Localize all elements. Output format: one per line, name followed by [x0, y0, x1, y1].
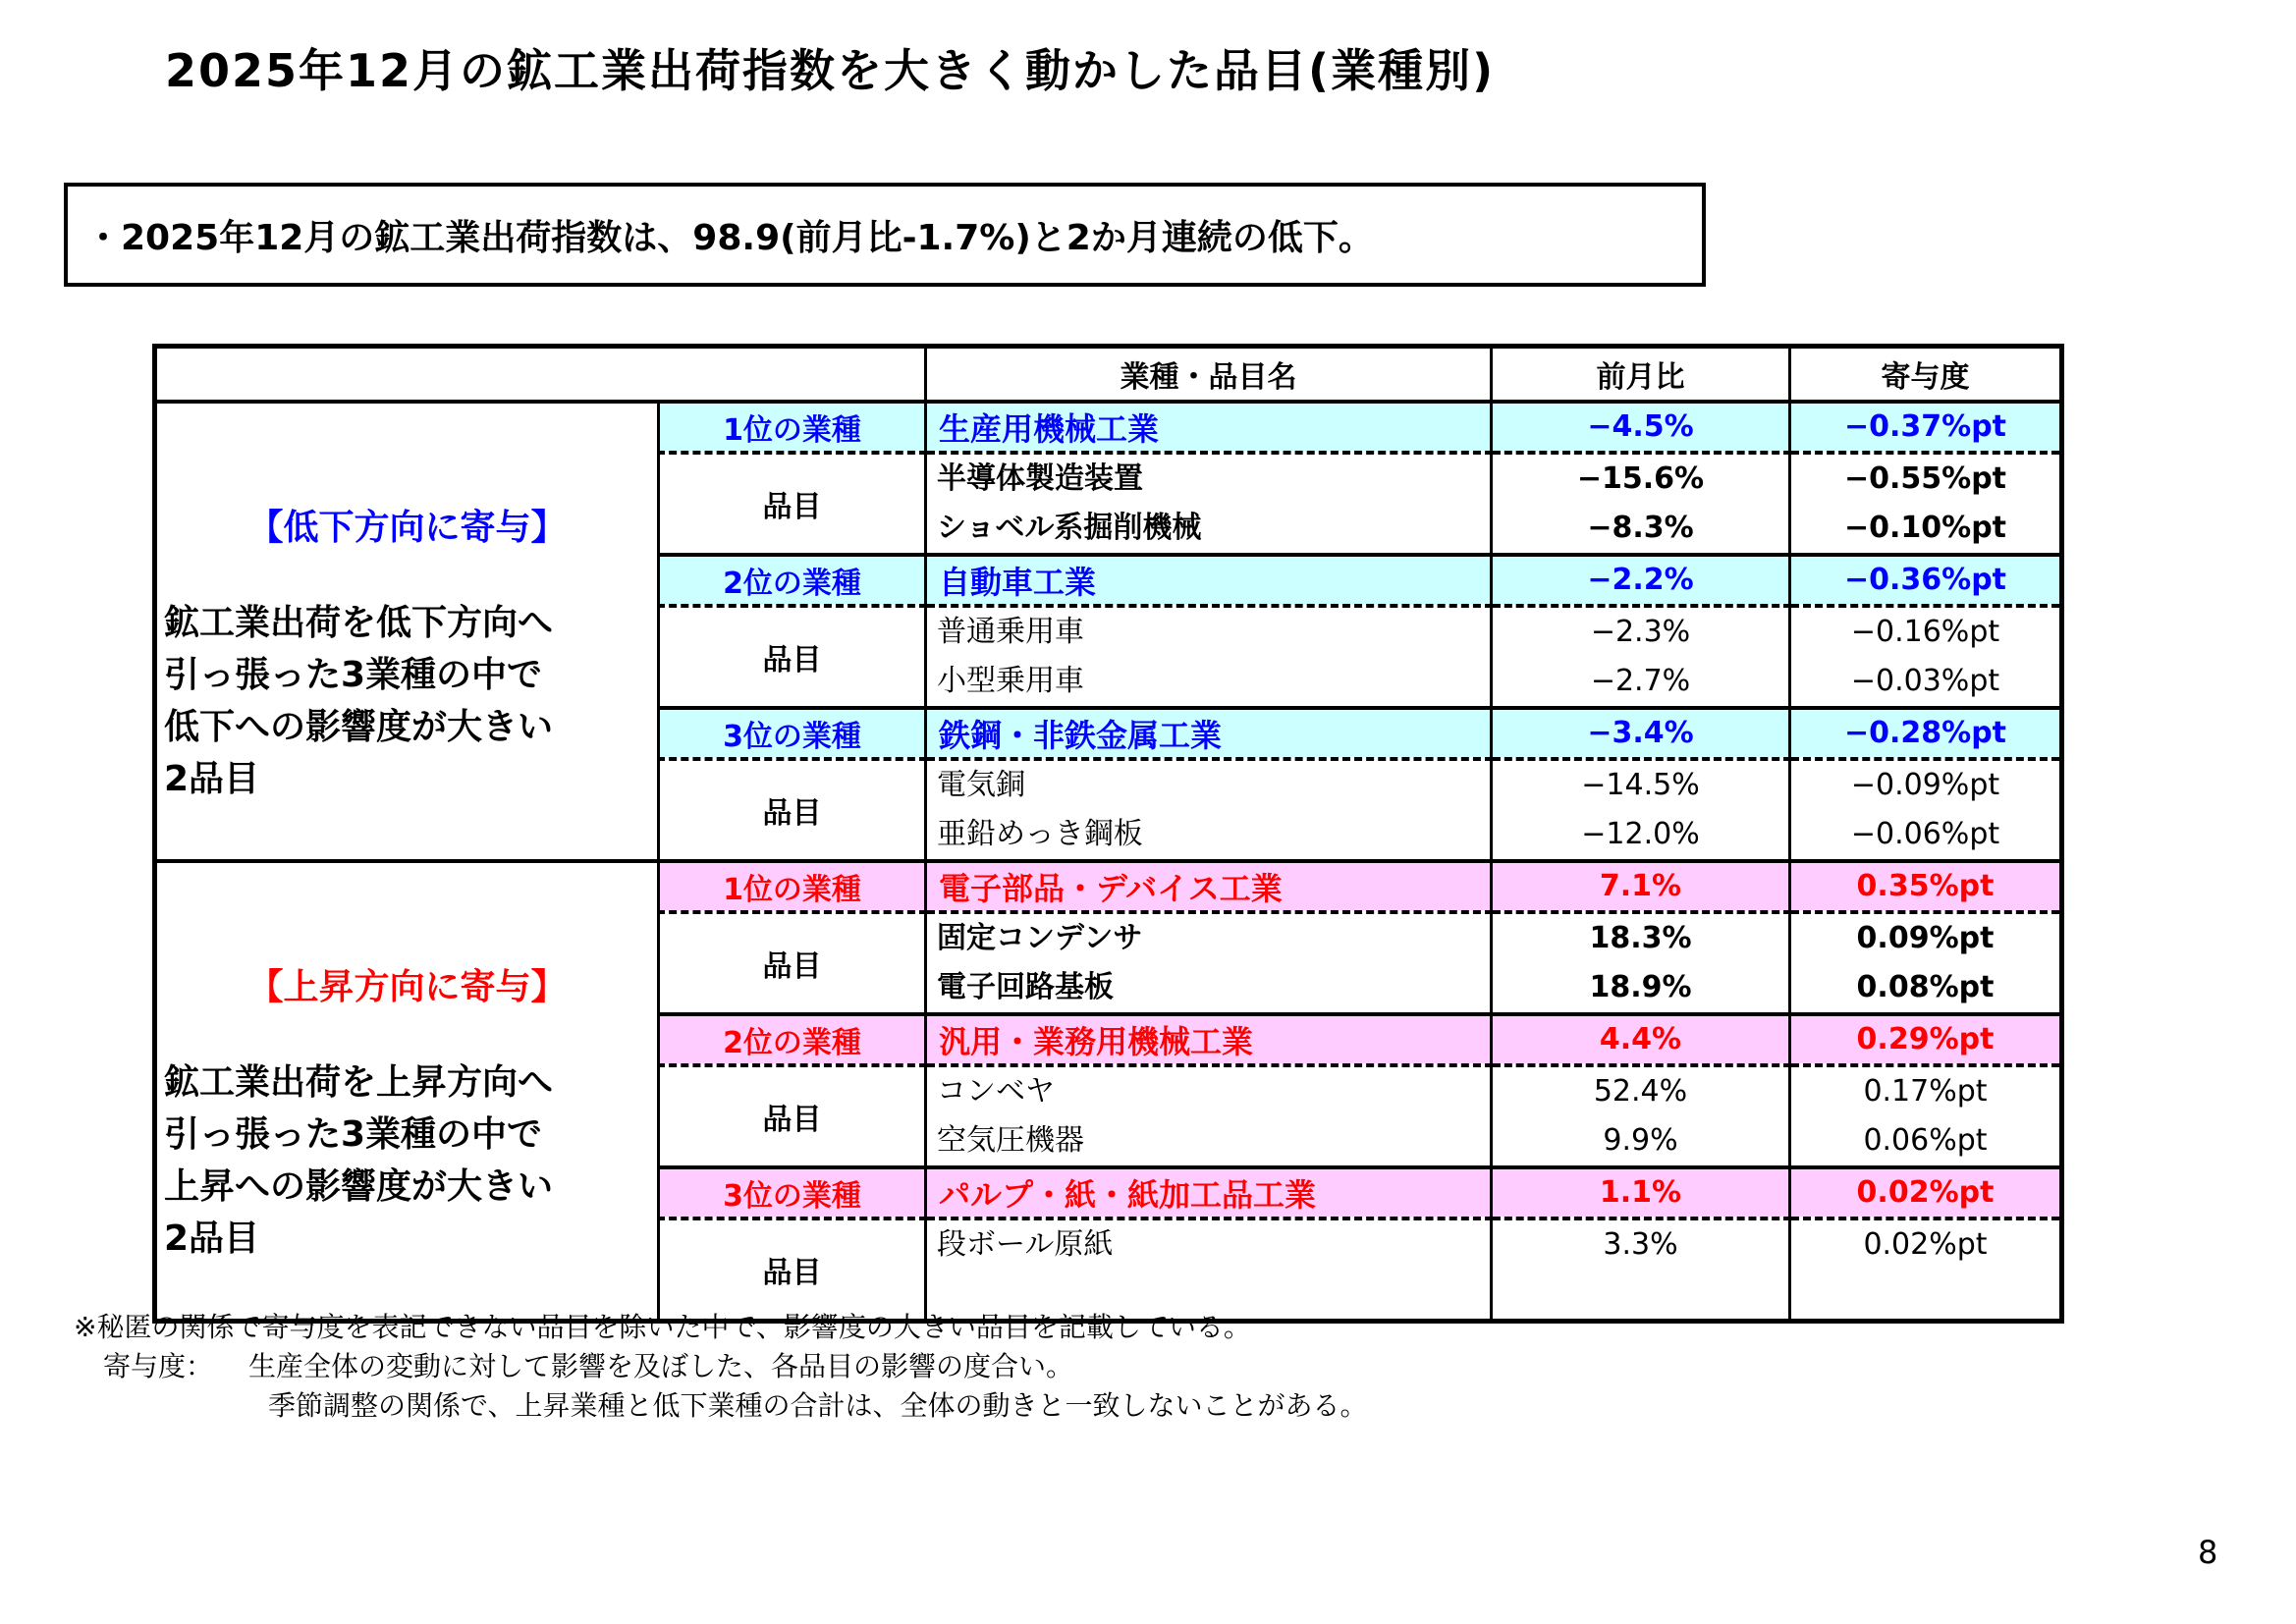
item-label: 品目	[659, 1218, 926, 1322]
industry-mom: 1.1%	[1492, 1167, 1790, 1218]
item-mom-values	[1492, 1218, 1790, 1322]
item-name: 小型乗用車	[937, 663, 1084, 698]
item-contribution-values	[1790, 759, 2062, 861]
item-contribution: −0.09%pt	[1850, 767, 2000, 802]
industry-contribution: 0.29%pt	[1790, 1014, 2062, 1065]
item-mom: 18.3%	[1589, 920, 1692, 955]
item-contribution: 0.08%pt	[1856, 969, 1995, 1004]
summary-box	[64, 183, 1706, 287]
item-name: 普通乗用車	[937, 614, 1084, 649]
item-contribution-values	[1790, 912, 2062, 1014]
item-name: 亜鉛めっき鋼板	[937, 816, 1143, 851]
item-names	[926, 912, 1492, 1014]
item-label: 品目	[659, 606, 926, 708]
item-contribution: −0.06%pt	[1850, 816, 2000, 851]
item-mom: 52.4%	[1593, 1073, 1688, 1109]
summary-text: ・2025年12月の鉱工業出荷指数は、98.9(前月比-1.7%)と2か月連続の低下。	[85, 217, 1374, 258]
item-mom-values	[1492, 1065, 1790, 1167]
item-contribution: 0.17%pt	[1863, 1073, 1988, 1109]
table-header-row	[155, 347, 2062, 402]
item-mom: −8.3%	[1587, 510, 1694, 545]
footnote-contribution-label: 寄与度：	[103, 1350, 214, 1382]
footnotes	[74, 1308, 1367, 1426]
item-mom-values	[1492, 759, 1790, 861]
item-names	[926, 1065, 1492, 1167]
item-name: 半導体製造装置	[937, 460, 1143, 496]
item-mom-values	[1492, 453, 1790, 555]
industry-name: パルプ・紙・紙加工品工業	[926, 1167, 1492, 1218]
section-heading-decline: 【低下方向に寄与】	[247, 508, 567, 548]
item-name: 段ボール原紙	[937, 1226, 1114, 1262]
industry-name: 汎用・業務用機械工業	[926, 1014, 1492, 1065]
item-contribution	[1791, 1270, 2059, 1319]
rank-label: 2位の業種	[659, 1014, 926, 1065]
item-mom: −12.0%	[1581, 816, 1700, 851]
header-mom-col: 前月比	[1492, 347, 1790, 402]
decline-rank1-row	[155, 402, 2062, 453]
footnote-contribution-definition	[103, 1347, 1367, 1386]
item-mom: −14.5%	[1581, 767, 1700, 802]
industry-mom: −4.5%	[1492, 402, 1790, 453]
header-empty-cell	[155, 347, 926, 402]
item-mom	[1493, 1270, 1788, 1319]
item-mom: −15.6%	[1576, 460, 1705, 496]
item-names	[926, 453, 1492, 555]
rank-label: 2位の業種	[659, 555, 926, 606]
item-name: コンベヤ	[937, 1073, 1055, 1109]
industry-contribution: 0.02%pt	[1790, 1167, 2062, 1218]
rank-label: 3位の業種	[659, 708, 926, 759]
industry-mom: −2.2%	[1492, 555, 1790, 606]
item-mom: −2.7%	[1590, 663, 1691, 698]
rank-label: 1位の業種	[659, 861, 926, 912]
footnote-contribution-text: 生産全体の変動に対して影響を及ぼした、各品目の影響の度合い。	[248, 1350, 1074, 1382]
industry-mom: −3.4%	[1492, 708, 1790, 759]
item-names	[926, 1218, 1492, 1322]
industry-mom: 7.1%	[1492, 861, 1790, 912]
footnote-confidentiality: ※秘匿の関係で寄与度を表記できない品目を除いた中で、影響度の大きい品目を記載している。	[74, 1311, 1251, 1343]
item-contribution: −0.10%pt	[1843, 510, 2007, 545]
section-description-decline: 鉱工業出荷を低下方向へ 引っ張った3業種の中で 低下への影響度が大きい 2品目	[164, 603, 554, 799]
industry-contribution: −0.36%pt	[1790, 555, 2062, 606]
rise-rank1-row	[155, 861, 2062, 912]
item-mom: 3.3%	[1603, 1226, 1678, 1262]
item-contribution: 0.06%pt	[1863, 1122, 1988, 1158]
item-mom-values	[1492, 912, 1790, 1014]
item-contribution-values	[1790, 1065, 2062, 1167]
header-contribution-col: 寄与度	[1790, 347, 2062, 402]
item-mom: −2.3%	[1590, 614, 1691, 649]
item-label: 品目	[659, 759, 926, 861]
section-label-rise	[155, 861, 659, 1322]
item-names	[926, 606, 1492, 708]
rank-label: 1位の業種	[659, 402, 926, 453]
header-name-col: 業種・品目名	[926, 347, 1492, 402]
item-contribution: −0.16%pt	[1850, 614, 2000, 649]
item-name: ショベル系掘削機械	[937, 510, 1202, 545]
section-heading-rise: 【上昇方向に寄与】	[247, 967, 567, 1007]
footnote-seasonal-adjustment: 季節調整の関係で、上昇業種と低下業種の合計は、全体の動きと一致しないことがある。	[268, 1389, 1368, 1422]
section-description-rise: 鉱工業出荷を上昇方向へ 引っ張った3業種の中で 上昇への影響度が大きい 2品目	[164, 1062, 554, 1259]
industry-mom: 4.4%	[1492, 1014, 1790, 1065]
item-contribution-values	[1790, 453, 2062, 555]
page-title: 2025年12月の鉱工業出荷指数を大きく動かした品目(業種別)	[165, 44, 1496, 97]
page-number: 8	[2198, 1534, 2218, 1571]
item-contribution-values	[1790, 606, 2062, 708]
item-contribution: 0.02%pt	[1863, 1226, 1988, 1262]
industry-contribution: −0.28%pt	[1790, 708, 2062, 759]
industry-name: 生産用機械工業	[926, 402, 1492, 453]
item-contribution: −0.03%pt	[1850, 663, 2000, 698]
section-label-decline	[155, 402, 659, 861]
rank-label: 3位の業種	[659, 1167, 926, 1218]
shipments-table	[152, 344, 2064, 1324]
item-names	[926, 759, 1492, 861]
item-name: 空気圧機器	[937, 1122, 1084, 1158]
item-name: 固定コンデンサ	[937, 920, 1143, 955]
item-mom: 9.9%	[1603, 1122, 1678, 1158]
item-name: 電子回路基板	[937, 969, 1114, 1004]
item-mom: 18.9%	[1589, 969, 1692, 1004]
industry-contribution: 0.35%pt	[1790, 861, 2062, 912]
item-label: 品目	[659, 453, 926, 555]
industry-name: 鉄鋼・非鉄金属工業	[926, 708, 1492, 759]
item-mom-values	[1492, 606, 1790, 708]
item-name: 電気銅	[937, 767, 1025, 802]
item-contribution: 0.09%pt	[1856, 920, 1995, 955]
industry-name: 自動車工業	[926, 555, 1492, 606]
item-label: 品目	[659, 912, 926, 1014]
item-contribution-values	[1790, 1218, 2062, 1322]
item-label: 品目	[659, 1065, 926, 1167]
item-contribution: −0.55%pt	[1843, 460, 2007, 496]
industry-name: 電子部品・デバイス工業	[926, 861, 1492, 912]
industry-contribution: −0.37%pt	[1790, 402, 2062, 453]
